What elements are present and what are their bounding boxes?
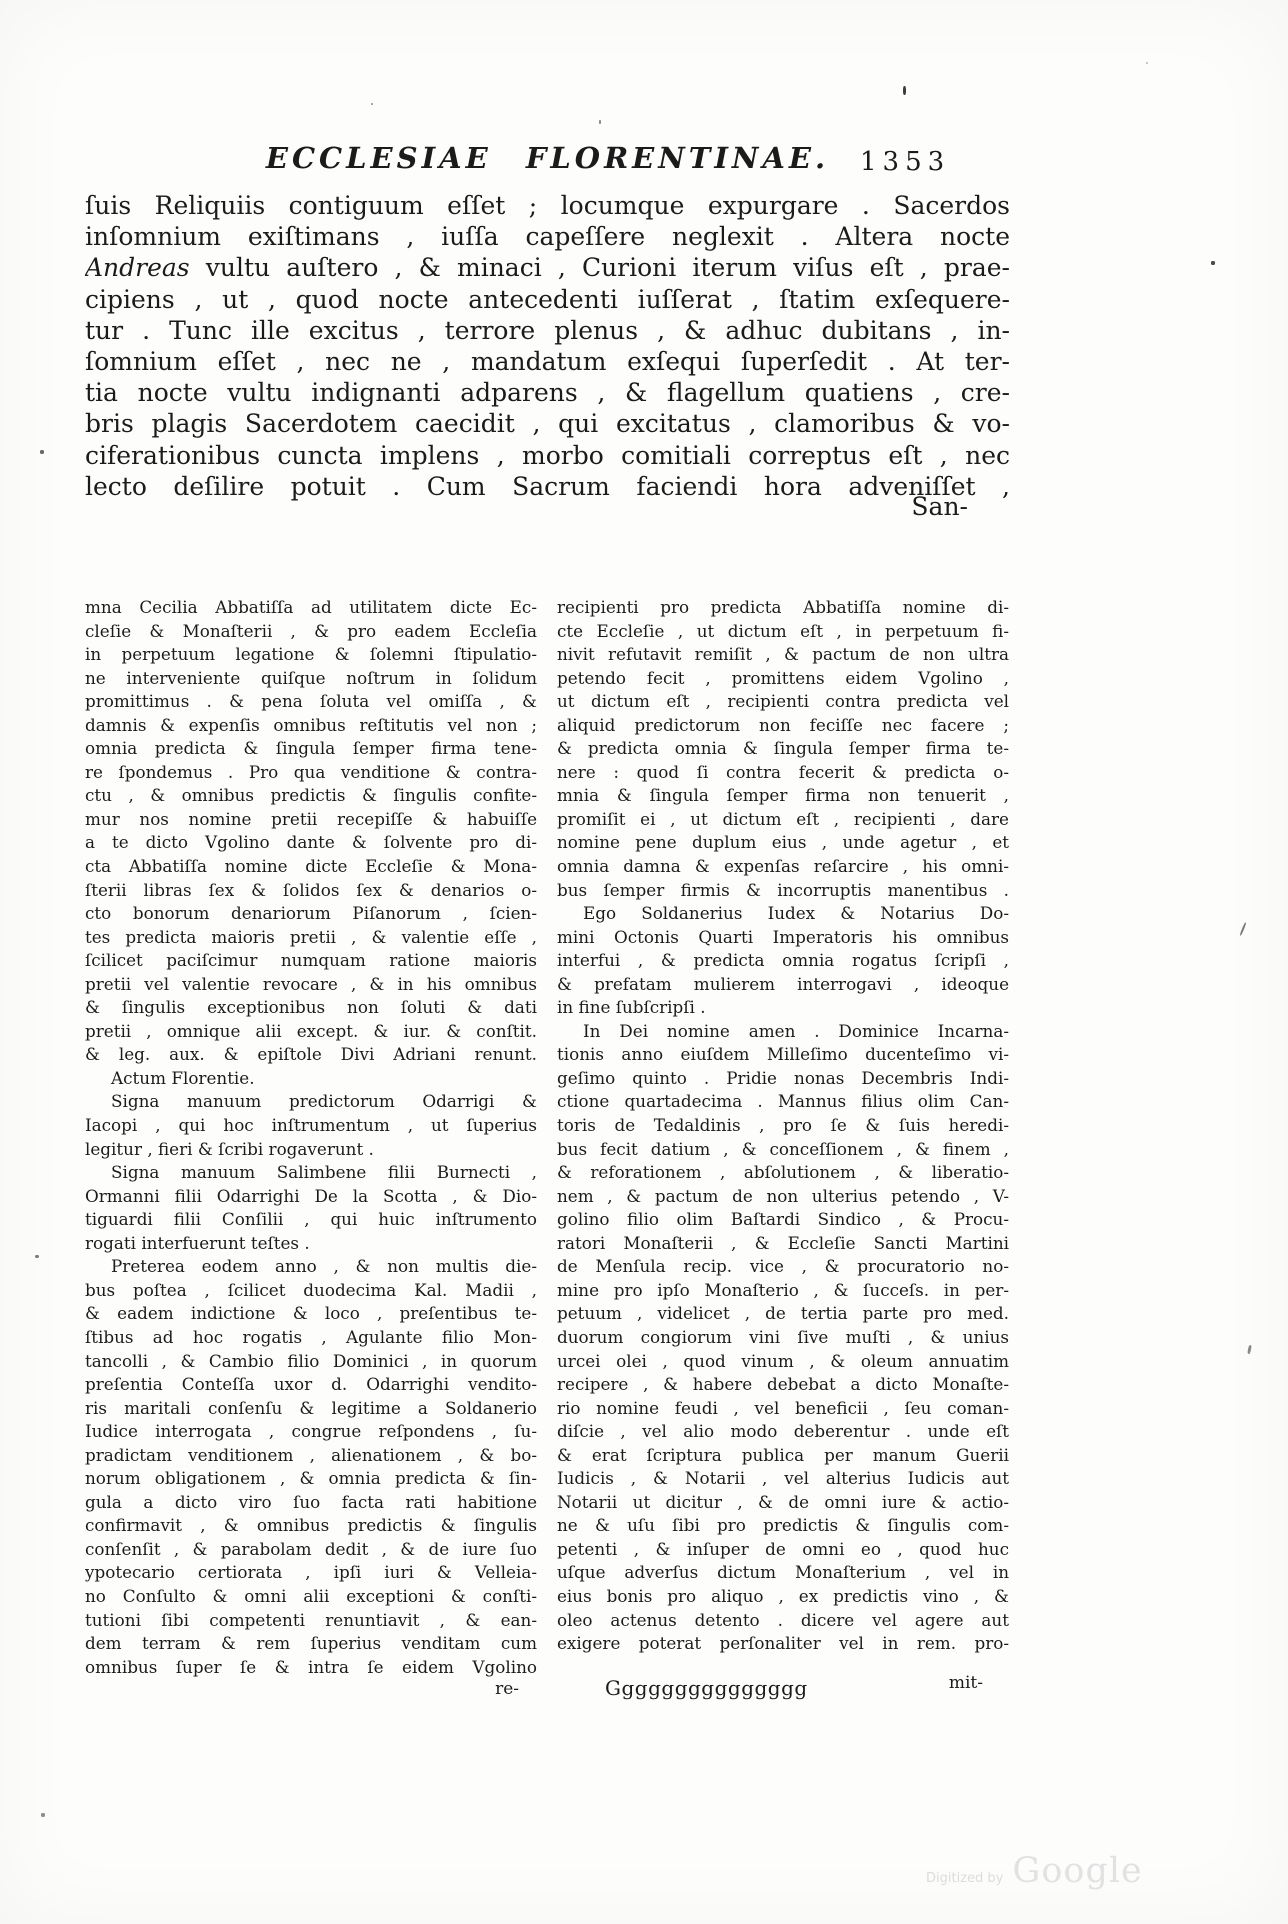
text-line: lecto deſilire potuit . Cum Sacrum faciendi hora adveniſſet , bbox=[85, 471, 1010, 501]
google-watermark bbox=[926, 1851, 1143, 1891]
text-line: & eadem indictione & loco , preſentibus te- bbox=[85, 1303, 537, 1324]
text-line: tionis anno eiuſdem Milleſimo ducenteſimo vi- bbox=[557, 1044, 1009, 1065]
scan-speck bbox=[1146, 62, 1148, 64]
text-line: mnia & ſingula ſemper firma non tenuerit , bbox=[557, 785, 1009, 806]
text-line: geſimo quinto . Pridie nonas Decembris Indi- bbox=[557, 1067, 1009, 1088]
text-line: mna Cecilia Abbatiſſa ad utilitatem dicte Ec- bbox=[85, 597, 537, 617]
intro-paragraph bbox=[85, 190, 1010, 502]
text-line: duorum congiorum vini ſive muſti , & unius bbox=[557, 1326, 1009, 1347]
column-left bbox=[85, 596, 537, 1679]
text-line: Iudicis , & Notarii , vel alterius Iudicis aut bbox=[557, 1468, 1009, 1489]
text-line: golino filio olim Baſtardi Sindico , & Procu- bbox=[557, 1209, 1009, 1230]
text-line: de Menſula recip. vice , & procuratorio no- bbox=[557, 1256, 1009, 1277]
watermark-prefix: Digitized by bbox=[926, 1871, 1004, 1886]
text-line: ne & uſu ſibi pro predictis & ſingulis com- bbox=[557, 1515, 1009, 1536]
text-line: ſterii libras ſex & ſolidos ſex & denarios o- bbox=[85, 879, 537, 900]
scan-speck bbox=[599, 120, 601, 124]
text-line: re ſpondemus . Pro qua venditione & contra- bbox=[85, 761, 537, 782]
text-line: Preterea eodem anno , & non multis die- bbox=[111, 1256, 537, 1277]
text-line: diſcie , vel alio modo deberentur . unde eſt bbox=[557, 1421, 1009, 1442]
text-line: & leg. aux. & epiſtole Divi Adriani renunt. bbox=[85, 1044, 537, 1065]
text-line: tancolli , & Cambio filio Dominici , in quorum bbox=[85, 1350, 537, 1371]
text-line: ut dictum eſt , recipienti contra predicta vel bbox=[557, 691, 1009, 712]
text-line: no Conſulto & omni alii exceptioni & conſti- bbox=[85, 1585, 537, 1606]
text-line: Actum Florentie. bbox=[111, 1067, 255, 1088]
text-line: interfui , & predicta omnia rogatus ſcripſi , bbox=[557, 950, 1009, 971]
text-line: Ego Soldanerius Iudex & Notarius Do- bbox=[583, 903, 1009, 924]
text-line: conſenſit , & parabolam dedit , & de iure ſuo bbox=[85, 1538, 537, 1559]
text-line: cta Abbatiſſa nomine dicte Eccleſie & Mona- bbox=[85, 856, 537, 877]
text-line: cte Eccleſie , ut dictum eſt , in perpetuum fi- bbox=[557, 620, 1009, 641]
text-line: tutioni ſibi competenti renuntiavit , & ean- bbox=[85, 1609, 537, 1630]
text-line: promittimus . & pena ſoluta vel omiſſa , & bbox=[85, 691, 537, 712]
text-line: bus fecit datium , & conceſſionem , & finem , bbox=[557, 1138, 1009, 1159]
text-line: urcei olei , quod vinum , & oleum annuatim bbox=[557, 1350, 1009, 1371]
text-line: nere : quod ſi contra fecerit & predicta o- bbox=[557, 761, 1009, 782]
text-line: Signa manuum Salimbene filii Burnecti , bbox=[111, 1162, 537, 1183]
page-number: 1353 bbox=[860, 147, 951, 177]
text-line: & reforationem , abſolutionem , & liberatio- bbox=[557, 1162, 1009, 1183]
text-line: & predicta omnia & ſingula ſemper firma te- bbox=[557, 738, 1009, 759]
text-line: ratori Monaſterii , & Eccleſie Sancti Martini bbox=[557, 1232, 1009, 1253]
scan-speck bbox=[35, 1255, 39, 1258]
text-line: Iudice interrogata , congrue reſpondens , ſu- bbox=[85, 1421, 537, 1442]
text-line: oleo actenus detento . dicere vel agere aut bbox=[557, 1609, 1009, 1630]
text-line: in perpetuum legatione & ſolemni ſtipulatio- bbox=[85, 644, 537, 665]
text-line: mine pro ipſo Monaſterio , & ſucceſs. in per- bbox=[557, 1279, 1009, 1300]
text-line: confirmavit , & omnibus predictis & ſingulis bbox=[85, 1515, 537, 1536]
text-line: bus poſtea , ſcilicet duodecima Kal. Madii , bbox=[85, 1279, 537, 1300]
text-line: rio nomine feudi , vel beneficii , ſeu coman- bbox=[557, 1397, 1009, 1418]
text-line: legitur , fieri & ſcribi rogaverunt . bbox=[85, 1138, 374, 1159]
text-line: norum obligationem , & omnia predicta & ſin- bbox=[85, 1468, 537, 1489]
text-line: & ſingulis exceptionibus non ſoluti & dati bbox=[85, 997, 537, 1018]
signature-mark: Ggggggggggggggg bbox=[605, 1676, 808, 1700]
text-line: uſque adverſus dictum Monaſterium , vel in bbox=[557, 1562, 1009, 1583]
scan-speck bbox=[41, 1813, 45, 1817]
text-line: nomine pene duplum eius , unde agetur , et bbox=[557, 832, 1009, 853]
text-line: nem , & pactum de non ulterius petendo , V- bbox=[557, 1185, 1009, 1206]
text-line: ſtibus ad hoc rogatis , Agulante filio Mon- bbox=[85, 1326, 537, 1347]
text-line: ſuis Reliquiis contiguum eſſet ; locumque expurgare . Sacerdos bbox=[85, 191, 1010, 220]
text-line: recipere , & habere debebat a dicto Monaſte- bbox=[557, 1374, 1009, 1395]
scan-speck bbox=[1247, 1345, 1252, 1354]
text-line: pradictam venditionem , alienationem , & bo- bbox=[85, 1444, 537, 1465]
text-line: tia nocte vultu indignanti adparens , & flagellum quatiens , cre- bbox=[85, 378, 1010, 408]
scan-speck bbox=[1211, 261, 1215, 265]
text-line: petuum , videlicet , de tertia parte pro med. bbox=[557, 1303, 1009, 1324]
text-line: cipiens , ut , quod nocte antecedenti iuſſerat , ſtatim exſequere- bbox=[85, 284, 1010, 314]
text-line: recipienti pro predicta Abbatiſſa nomine di- bbox=[557, 597, 1009, 617]
text-line: gula a dicto viro ſuo facta rati habitione bbox=[85, 1491, 537, 1512]
text-line: tiguardi filii Conſilii , qui huic inſtrumento bbox=[85, 1209, 537, 1230]
text-line: omnia damna & expenſas reſarcire , his omni- bbox=[557, 856, 1009, 877]
text-line: dem terram & rem ſuperius venditam cum bbox=[85, 1633, 537, 1654]
text-line: ypotecario certiorata , ipſi iuri & Velleia- bbox=[85, 1562, 537, 1583]
text-line: pretii , omnique alii except. & iur. & conſtit. bbox=[85, 1020, 537, 1041]
text-line: omnia predicta & ſingula ſemper firma tene- bbox=[85, 738, 537, 759]
text-line: cto bonorum denariorum Piſanorum , ſcien- bbox=[85, 903, 537, 924]
watermark-brand: Google bbox=[1012, 1851, 1143, 1891]
text-line: ſomnium eſſet , nec ne , mandatum exſequi ſuperſedit . At ter- bbox=[85, 346, 1010, 376]
text-line: ciferationibus cuncta implens , morbo comitiali correptus eſt , nec bbox=[85, 440, 1010, 470]
text-line: bus ſemper firmis & incorruptis manentibus . bbox=[557, 879, 1009, 900]
text-line: petenti , & inſuper de omni eo , quod huc bbox=[557, 1538, 1009, 1559]
text-line: & erat ſcriptura publica per manum Guerii bbox=[557, 1444, 1009, 1465]
running-title: ECCLESIAE FLORENTINAE. bbox=[265, 141, 830, 175]
text-line: a te dicto Vgolino dante & ſolvente pro di- bbox=[85, 832, 537, 853]
text-line: ctu , & omnibus predictis & ſingulis confite- bbox=[85, 785, 537, 806]
catchword-right-column: mit- bbox=[948, 1673, 983, 1693]
text-line: inſomnium exiſtimans , iuſſa capeſſere neglexit . Altera nocte bbox=[85, 222, 1010, 252]
text-line: petendo fecit , promittens eidem Vgolino , bbox=[557, 667, 1009, 688]
text-line: Ormanni filii Odarrighi De la Scotta , & Dio- bbox=[85, 1185, 537, 1206]
text-line: omnibus ſuper ſe & intra ſe eidem Vgolino bbox=[85, 1656, 537, 1677]
text-line: eius bonis pro aliquo , ex predictis vino , & bbox=[557, 1585, 1009, 1606]
text-line: promiſit ei , ut dictum eſt , recipienti , dare bbox=[557, 808, 1009, 829]
text-line: aliquid predictorum non feciſſe nec facere ; bbox=[557, 714, 1009, 735]
text-line: tur . Tunc ille excitus , terrore plenus , & adhuc dubitans , in- bbox=[85, 315, 1010, 345]
scan-speck bbox=[1239, 922, 1246, 936]
text-line: exigere poterat perſonaliter vel in rem. pro- bbox=[557, 1633, 1009, 1654]
text-line: bris plagis Sacerdotem caecidit , qui excitatus , clamoribus & vo- bbox=[85, 409, 1010, 439]
text-line: nivit refutavit remiſit , & pactum de non ultra bbox=[557, 644, 1009, 665]
catchword-left-column: re- bbox=[495, 1679, 519, 1699]
text-line: Andreas vultu auſtero , & minaci , Curioni iterum viſus eſt , prae- bbox=[85, 253, 1010, 283]
text-line: cleſie & Monaſterii , & pro eadem Eccleſia bbox=[85, 620, 537, 641]
text-line: tes predicta maioris pretii , & valentie eſſe , bbox=[85, 926, 537, 947]
text-line: Iacopi , qui hoc inſtrumentum , ut ſuperius bbox=[85, 1115, 537, 1136]
text-line: rogati interfuerunt teſtes . bbox=[85, 1232, 310, 1253]
text-line: In Dei nomine amen . Dominice Incarna- bbox=[583, 1020, 1009, 1041]
text-line: ſcilicet paciſcimur numquam ratione maioris bbox=[85, 950, 537, 971]
text-line: Notarii ut dicitur , & de omni iure & actio- bbox=[557, 1491, 1009, 1512]
text-line: damnis & expenſis omnibus reſtitutis vel non ; bbox=[85, 714, 537, 735]
scan-speck bbox=[903, 86, 906, 95]
text-line: pretii vel valentie revocare , & in his omnibus bbox=[85, 973, 537, 994]
text-line: mur nos nomine pretii recepiſſe & habuiſſe bbox=[85, 808, 537, 829]
text-line: & prefatam mulierem interrogavi , ideoque bbox=[557, 973, 1009, 994]
catchword-intro: San- bbox=[911, 492, 968, 521]
text-line: preſentia Conteſſa uxor d. Odarrighi vendito- bbox=[85, 1374, 537, 1395]
column-right bbox=[557, 596, 1009, 1656]
text-line: toris de Tedaldinis , pro ſe & ſuis heredi- bbox=[557, 1115, 1009, 1136]
scan-speck bbox=[40, 450, 44, 454]
text-line: Signa manuum predictorum Odarrigi & bbox=[111, 1091, 537, 1112]
text-line: ctione quartadecima . Mannus filius olim Can- bbox=[557, 1091, 1009, 1112]
text-line: in fine ſubſcripſi . bbox=[557, 997, 706, 1018]
scan-speck bbox=[371, 103, 373, 105]
text-line: ris maritali conſenſu & legitime a Soldanerio bbox=[85, 1397, 537, 1418]
text-line: mini Octonis Quarti Imperatoris his omnibus bbox=[557, 926, 1009, 947]
text-line: ne interveniente quiſque noſtrum in ſolidum bbox=[85, 667, 537, 688]
